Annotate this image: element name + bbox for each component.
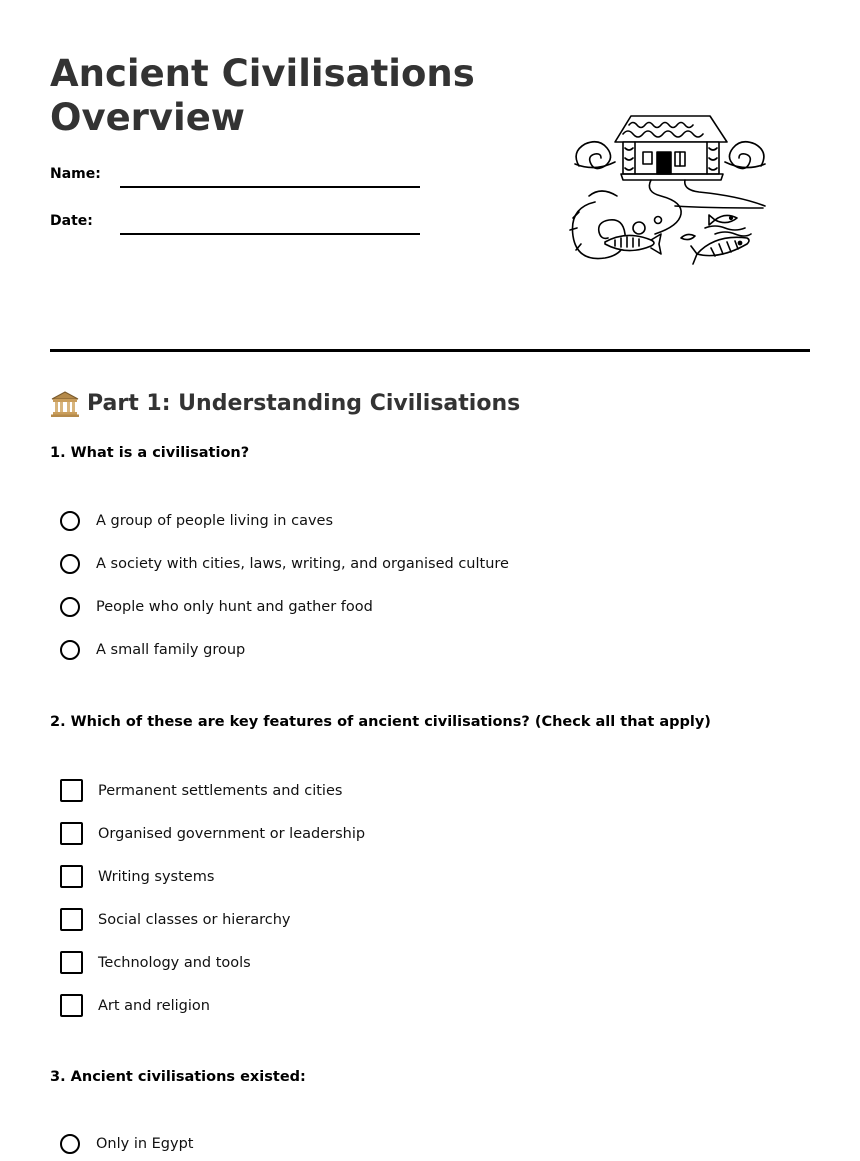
question-2-option-6[interactable] xyxy=(60,994,210,1017)
section-title-text: Part 1: Understanding Civilisations xyxy=(87,391,521,416)
date-field[interactable] xyxy=(120,233,420,235)
question-2: 2. Which of these are key features of ancient civilisations? (Check all that apply) xyxy=(50,714,711,730)
option-label: Art and religion xyxy=(98,997,210,1014)
checkbox[interactable] xyxy=(60,908,83,931)
question-3-option-1[interactable] xyxy=(60,1134,194,1154)
option-label: People who only hunt and gather food xyxy=(96,599,373,615)
question-2-option-2[interactable] xyxy=(60,822,365,845)
question-2-option-5[interactable] xyxy=(60,951,251,974)
question-2-option-1[interactable] xyxy=(60,779,342,802)
question-1: 1. What is a civilisation? xyxy=(50,445,250,461)
classical-building-icon xyxy=(50,390,80,418)
question-2-option-3[interactable] xyxy=(60,865,214,888)
checkbox[interactable] xyxy=(60,951,83,974)
option-label: Technology and tools xyxy=(98,954,251,971)
question-2-option-4[interactable] xyxy=(60,908,291,931)
option-label: A small family group xyxy=(96,642,246,658)
option-label: Organised government or leadership xyxy=(98,825,366,842)
radio-button[interactable] xyxy=(60,640,80,660)
section-divider xyxy=(50,349,810,352)
checkbox[interactable] xyxy=(60,779,83,802)
question-1-option-4[interactable] xyxy=(60,640,245,660)
question-3: 3. Ancient civilisations existed: xyxy=(50,1069,306,1085)
option-label: Permanent settlements and cities xyxy=(98,782,343,799)
option-label: A society with cities, laws, writing, and organised culture xyxy=(96,556,509,572)
radio-button[interactable] xyxy=(60,1134,80,1154)
date-label: Date: xyxy=(50,213,93,229)
question-1-option-1[interactable] xyxy=(60,511,333,531)
hut-river-fish-illustration xyxy=(565,108,775,273)
name-label: Name: xyxy=(50,166,101,182)
name-field[interactable] xyxy=(120,186,420,188)
radio-button[interactable] xyxy=(60,597,80,617)
option-label: Writing systems xyxy=(98,868,215,885)
option-label: A group of people living in caves xyxy=(96,513,334,529)
question-1-option-3[interactable] xyxy=(60,597,373,617)
checkbox[interactable] xyxy=(60,822,83,845)
worksheet-title: Ancient Civilisations Overview xyxy=(50,52,475,139)
radio-button[interactable] xyxy=(60,554,80,574)
section-title-part-1 xyxy=(50,388,520,420)
question-1-option-2[interactable] xyxy=(60,554,509,574)
option-label: Social classes or hierarchy xyxy=(98,911,291,928)
checkbox[interactable] xyxy=(60,865,83,888)
radio-button[interactable] xyxy=(60,511,80,531)
checkbox[interactable] xyxy=(60,994,83,1017)
option-label: Only in Egypt xyxy=(96,1136,194,1152)
